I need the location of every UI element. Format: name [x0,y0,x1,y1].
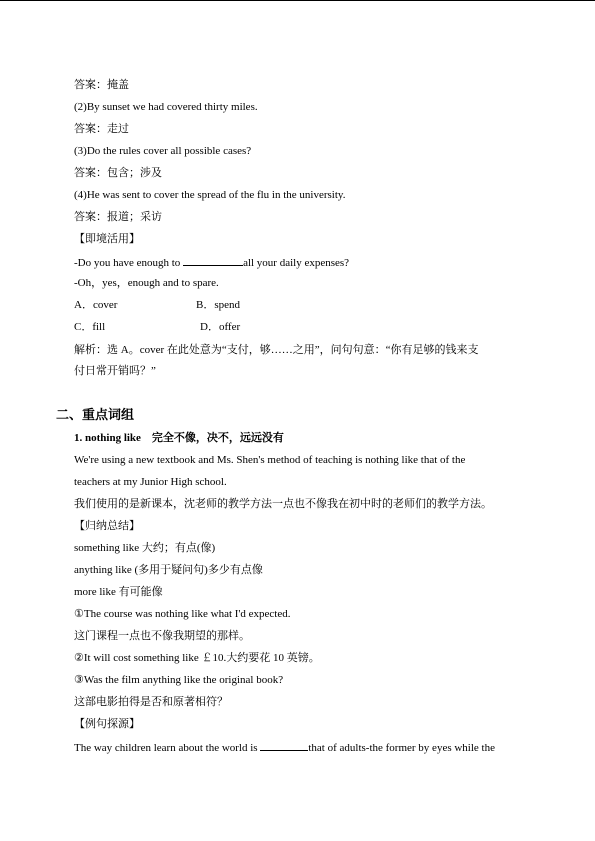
answer-1: 答案：掩盖 [74,79,129,91]
option-a: A．cover [74,299,118,311]
example-1: ①The course was nothing like what I'd expected. [74,608,291,620]
question-4: (4)He was sent to cover the spread of the flu in the university. [74,189,346,201]
option-c: C．fill [74,321,106,333]
example-en-line-1: We're using a new textbook and Ms. Shen's method of teaching is nothing like that of the [74,454,466,466]
option-d: D．offer [200,321,241,333]
example-en-line-2: teachers at my Junior High school. [74,476,227,488]
explanation-line-2: 付日常开销吗？” [74,365,156,377]
phrase-title: 1. nothing like 完全不像，决不，远远没有 [74,432,284,444]
question-2: (2)By sunset we had covered thirty miles. [74,101,258,113]
exercise-line-2: -Oh，yes，enough and to spare. [74,277,219,289]
summary-heading: 【归纳总结】 [74,520,140,532]
example-source-heading: 【例句探源】 [74,718,140,730]
question-3: (3)Do the rules cover all possible cases? [74,145,252,157]
option-row-2 [74,320,241,334]
answer-blank-2 [260,739,308,751]
answer-blank [183,254,243,266]
practice-heading: 【即境活用】 [74,233,140,245]
section-heading: 二、重点词组 [56,407,135,422]
last-text-after: that of adults-the former by eyes while the [308,742,495,754]
example-3: ③Was the film anything like the original book? [74,674,284,686]
exercise-text-before: -Do you have enough to [74,257,184,269]
example-zh: 我们使用的是新课本，沈老师的教学方法一点也不像我在初中时的老师们的教学方法。 [74,498,492,510]
option-row-1 [74,298,240,312]
last-sentence [74,739,495,755]
exercise-line-1 [74,254,349,270]
explanation-line-1: 解析：选 A。cover 在此处意为“支付，够……之用”，问句句意：“你有足够的钱来支 [74,344,479,356]
answer-2: 答案：走过 [74,123,129,135]
summary-item-1: something like 大约；有点(像) [74,542,216,554]
answer-4: 答案：报道；采访 [74,211,162,223]
answer-3: 答案：包含；涉及 [74,167,162,179]
example-3-zh: 这部电影拍得是否和原著相符？ [74,696,228,708]
exercise-text-after: all your daily expenses? [243,257,350,269]
option-b: B．spend [196,299,240,311]
top-border [0,0,595,1]
last-text-before: The way children learn about the world is [74,742,261,754]
example-1-zh: 这门课程一点也不像我期望的那样。 [74,630,250,642]
summary-item-2: anything like (多用于疑问句)多少有点像 [74,564,263,576]
example-2: ②It will cost something like ￡10.大约要花 10 英镑。 [74,652,320,664]
summary-item-3: more like 有可能像 [74,586,163,598]
